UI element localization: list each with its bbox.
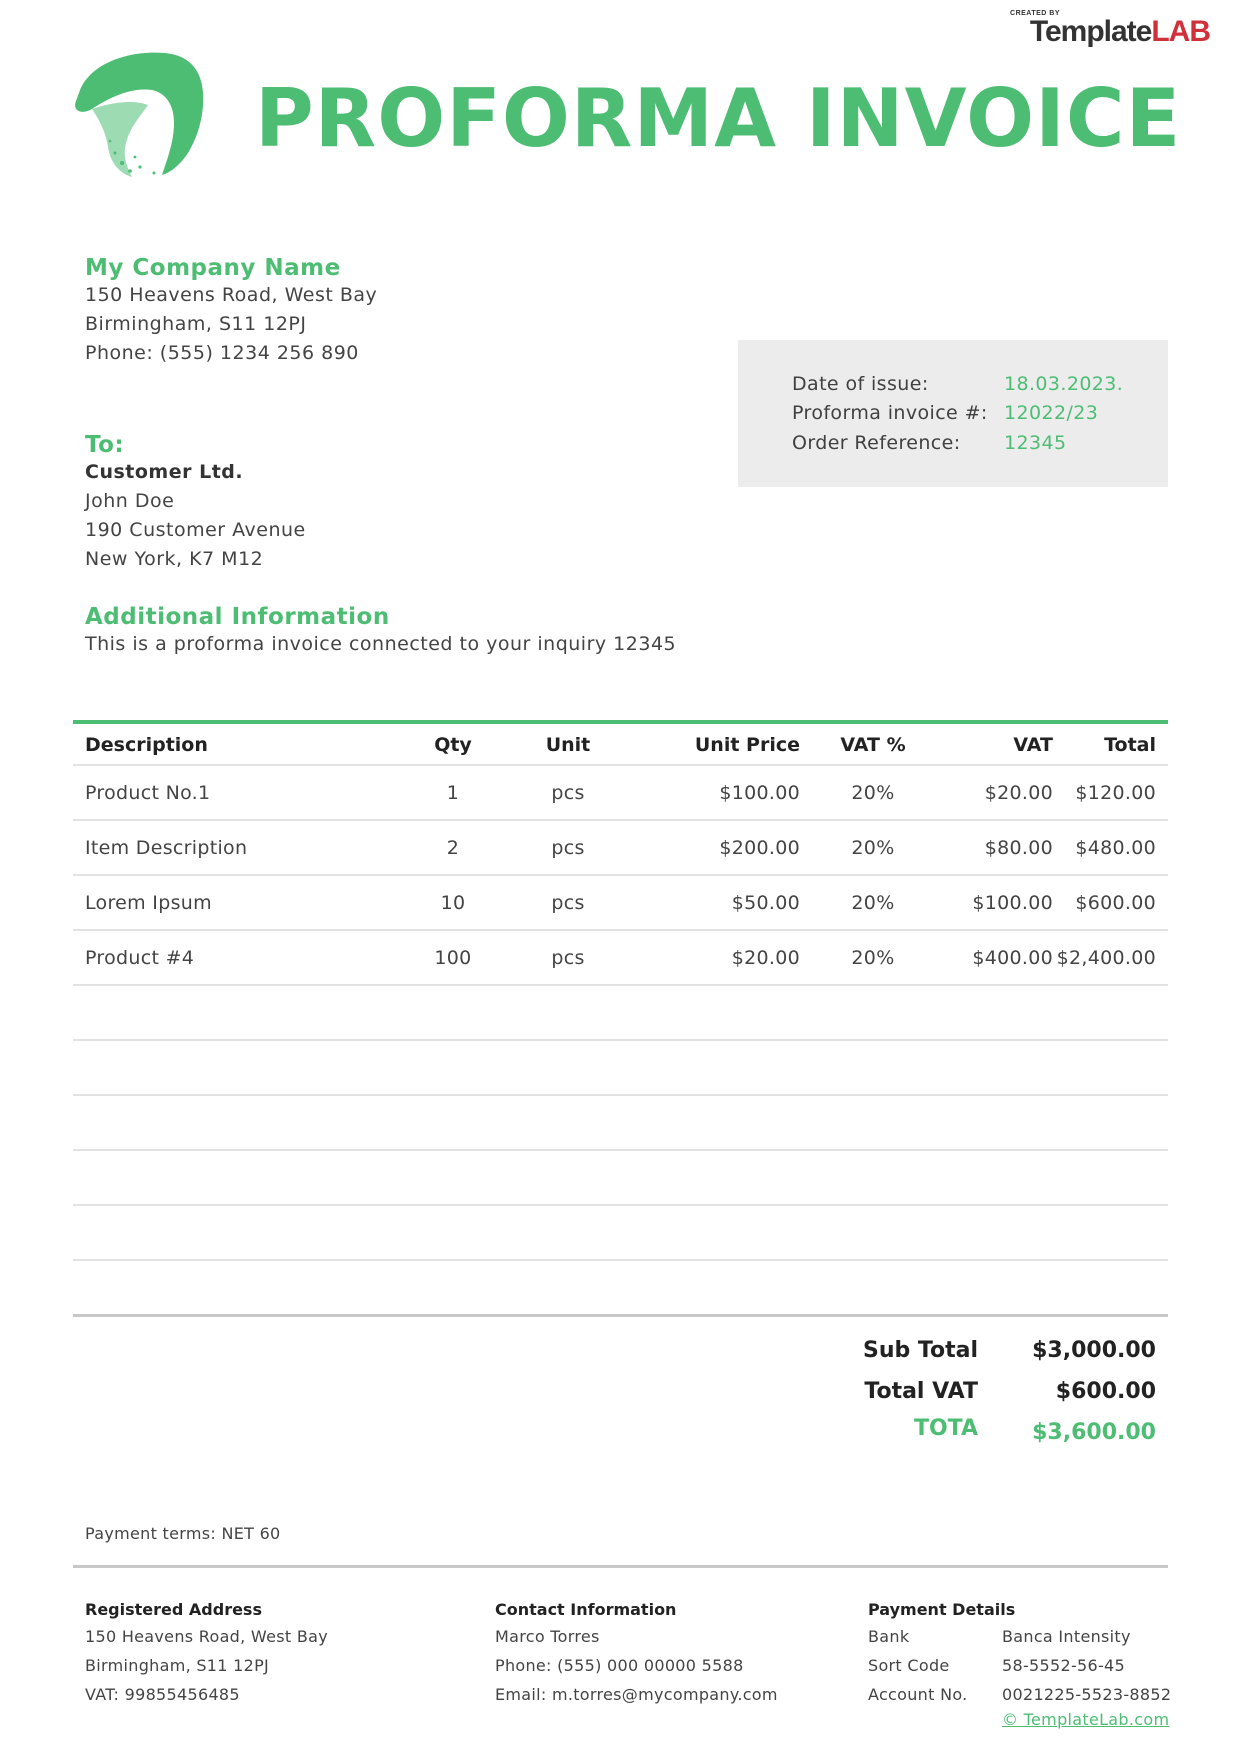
cell-vat-pct: 20% <box>851 837 895 859</box>
table-row <box>73 766 1168 821</box>
contact-heading: Contact Information <box>495 1600 677 1619</box>
grand-total-row <box>800 1416 1168 1461</box>
invoice-info-box <box>738 340 1168 487</box>
cell-qty: 1 <box>446 782 460 804</box>
items-table <box>73 720 1168 1317</box>
footer-contact-info <box>495 1598 778 1709</box>
account-value: 0021225-5523-8852 <box>1002 1685 1172 1704</box>
table-row <box>73 821 1168 876</box>
table-row-empty <box>73 1261 1168 1314</box>
cell-unit-price: $20.00 <box>731 947 800 969</box>
cell-description: Product #4 <box>85 947 195 969</box>
cell-vat-pct: 20% <box>851 947 895 969</box>
totals-block <box>800 1338 1168 1461</box>
header-unit: Unit <box>545 734 591 756</box>
table-row-empty <box>73 986 1168 1041</box>
contact-name: Marco Torres <box>495 1627 600 1646</box>
seller-address2: Birmingham, S11 12PJ <box>85 313 307 335</box>
subtotal-label: Sub Total <box>862 1338 978 1363</box>
table-row <box>73 931 1168 986</box>
bank-label: Bank <box>868 1627 910 1646</box>
header-unit-price: Unit Price <box>694 734 800 756</box>
cell-vat: $20.00 <box>984 782 1053 804</box>
date-value: 18.03.2023. <box>1004 373 1124 395</box>
grand-total-label: TOTA <box>913 1416 978 1441</box>
header-total: Total <box>1104 734 1156 756</box>
footer-divider <box>73 1565 1168 1568</box>
brush-logo-icon <box>70 45 210 185</box>
copyright-link[interactable]: © TemplateLab.com <box>1002 1710 1170 1729</box>
header-vat-pct: VAT % <box>840 734 906 756</box>
cell-vat-pct: 20% <box>851 782 895 804</box>
registered-line1: 150 Heavens Road, West Bay <box>85 1627 328 1646</box>
contact-email: Email: m.torres@mycompany.com <box>495 1685 778 1704</box>
seller-phone: Phone: (555) 1234 256 890 <box>85 342 359 364</box>
bank-row <box>868 1622 1168 1651</box>
buyer-heading: To: <box>85 432 125 458</box>
registered-vat: VAT: 99855456485 <box>85 1685 240 1704</box>
buyer-block <box>85 432 306 574</box>
cell-vat: $100.00 <box>972 892 1053 914</box>
header-description: Description <box>85 734 208 756</box>
page-title: PROFORMA INVOICE <box>255 72 1182 165</box>
additional-heading: Additional Information <box>85 604 390 630</box>
templatelab-logo <box>1010 10 1210 47</box>
cell-qty: 100 <box>434 947 472 969</box>
brand-part1: Template <box>1029 15 1152 48</box>
table-header <box>73 724 1168 766</box>
table-row-empty <box>73 1041 1168 1096</box>
table-row-empty <box>73 1206 1168 1261</box>
seller-block <box>85 255 377 368</box>
cell-vat: $80.00 <box>984 837 1053 859</box>
brand-created-by: CREATED BY <box>1010 10 1060 17</box>
cell-description: Lorem Ipsum <box>85 892 212 914</box>
buyer-address2: New York, K7 M12 <box>85 548 264 570</box>
subtotal-row <box>800 1338 1168 1379</box>
vat-total-row <box>800 1379 1168 1420</box>
cell-description: Product No.1 <box>85 782 211 804</box>
cell-total: $480.00 <box>1075 837 1156 859</box>
sort-code-label: Sort Code <box>868 1656 950 1675</box>
subtotal-value: $3,000.00 <box>1032 1338 1156 1363</box>
date-label: Date of issue: <box>792 373 929 395</box>
cell-total: $120.00 <box>1075 782 1156 804</box>
table-row-empty <box>73 1151 1168 1206</box>
table-row <box>73 876 1168 931</box>
grand-total-value: $3,600.00 <box>1032 1420 1156 1445</box>
invoice-number-label: Proforma invoice #: <box>792 402 988 424</box>
additional-info-block <box>85 604 676 659</box>
table-row-empty <box>73 1096 1168 1151</box>
buyer-address1: 190 Customer Avenue <box>85 519 306 541</box>
cell-unit: pcs <box>551 782 585 804</box>
account-label: Account No. <box>868 1685 968 1704</box>
header-qty: Qty <box>434 734 472 756</box>
cell-total: $600.00 <box>1075 892 1156 914</box>
vat-total-label: Total VAT <box>864 1379 978 1404</box>
invoice-number-value: 12022/23 <box>1004 402 1099 424</box>
contact-phone: Phone: (555) 000 00000 5588 <box>495 1656 744 1675</box>
buyer-contact: John Doe <box>85 490 175 512</box>
seller-name: My Company Name <box>85 255 341 281</box>
sort-code-value: 58-5552-56-45 <box>1002 1656 1126 1675</box>
payment-terms: Payment terms: NET 60 <box>85 1524 281 1543</box>
footer-registered-address <box>85 1598 328 1709</box>
cell-total: $2,400.00 <box>1056 947 1156 969</box>
order-ref-label: Order Reference: <box>792 432 961 454</box>
cell-unit-price: $100.00 <box>719 782 800 804</box>
brand-part2: LAB <box>1151 15 1210 48</box>
cell-qty: 10 <box>440 892 466 914</box>
sort-code-row <box>868 1651 1168 1680</box>
cell-description: Item Description <box>85 837 248 859</box>
header-vat: VAT <box>1013 734 1053 756</box>
account-row <box>868 1680 1172 1709</box>
order-ref-value: 12345 <box>1004 432 1067 454</box>
additional-text: This is a proforma invoice connected to your inquiry 12345 <box>85 633 677 655</box>
registered-line2: Birmingham, S11 12PJ <box>85 1656 270 1675</box>
bank-value: Banca Intensity <box>1002 1627 1131 1646</box>
seller-address1: 150 Heavens Road, West Bay <box>85 284 378 306</box>
cell-vat-pct: 20% <box>851 892 895 914</box>
cell-unit: pcs <box>551 947 585 969</box>
cell-qty: 2 <box>446 837 460 859</box>
registered-heading: Registered Address <box>85 1600 262 1619</box>
vat-total-value: $600.00 <box>1055 1379 1156 1404</box>
footer-payment-details <box>868 1598 1172 1709</box>
cell-unit: pcs <box>551 892 585 914</box>
table-bottom-rule <box>73 1314 1168 1317</box>
cell-unit: pcs <box>551 837 585 859</box>
cell-unit-price: $200.00 <box>719 837 800 859</box>
payment-heading: Payment Details <box>868 1600 1016 1619</box>
cell-unit-price: $50.00 <box>731 892 800 914</box>
buyer-company: Customer Ltd. <box>85 461 244 483</box>
cell-vat: $400.00 <box>972 947 1053 969</box>
